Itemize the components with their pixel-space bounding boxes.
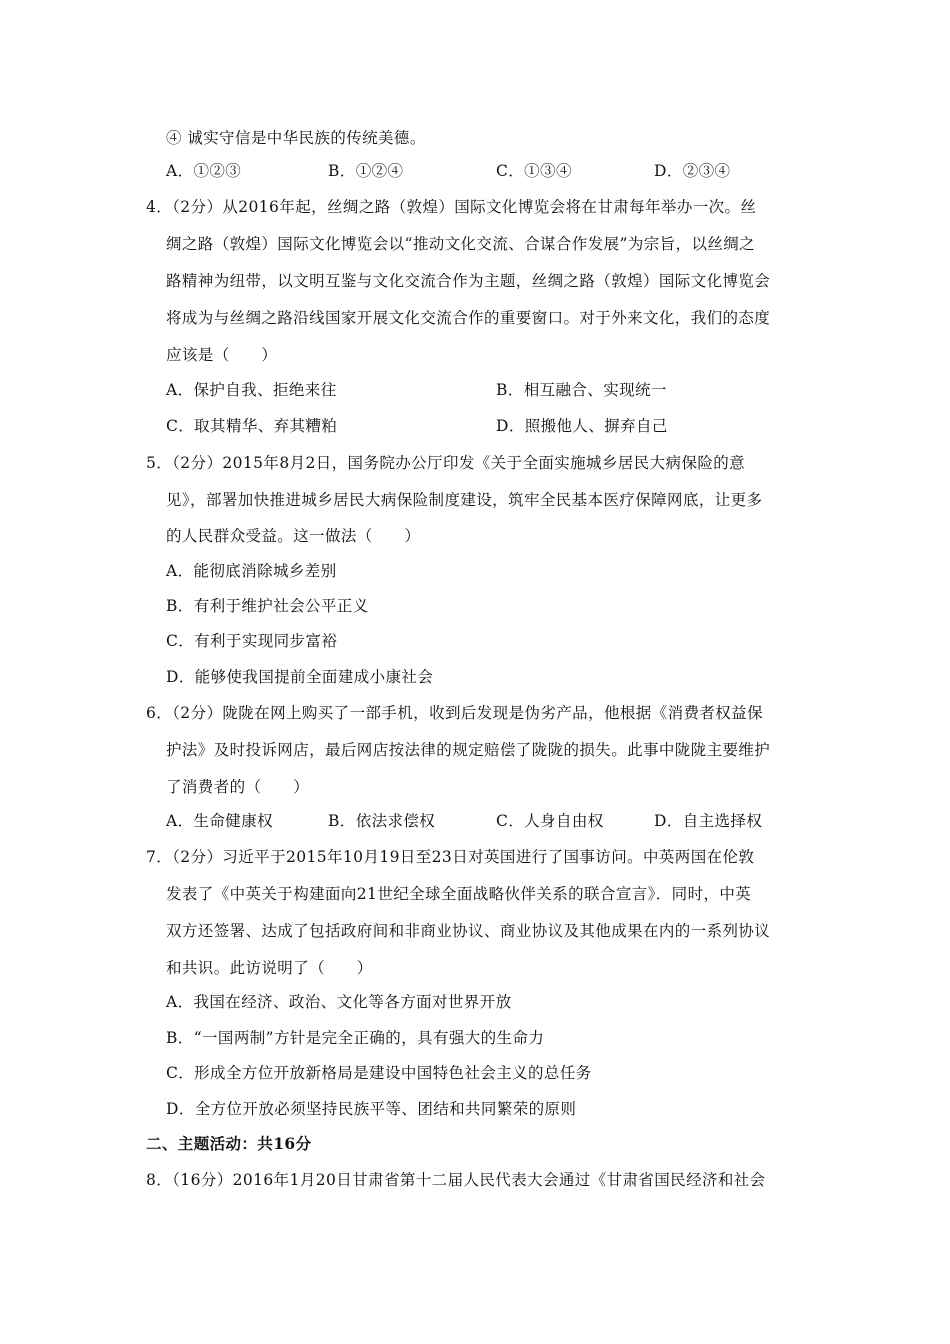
q4-option-d: D．照搬他人、摒弃自己 <box>496 417 668 435</box>
q4-stem-line-2: 绸之路（敦煌）国际文化博览会以“推动文化交流、合谋合作发展”为宗旨，以丝绸之 <box>166 235 756 253</box>
q3-option-c: C．①③④ <box>496 162 572 180</box>
q7-stem-line-3: 双方还签署、达成了包括政府间和非商业协议、商业协议及其他成果在内的一系列协议 <box>166 922 771 940</box>
q4-option-b: B．相互融合、实现统一 <box>496 381 667 399</box>
q5-stem-line-2: 见》，部署加快推进城乡居民大病保险制度建设，筑牢全民基本医疗保障网底，让更多 <box>166 491 763 509</box>
q6-stem-line-1: 6．（2分）陇陇在网上购买了一部手机，收到后发现是伪劣产品，他根据《消费者权益保 <box>146 704 763 722</box>
q7-option-a: A．我国在经济、政治、文化等各方面对世界开放 <box>166 993 512 1011</box>
q7-option-b: B．“一国两制”方针是完全正确的，具有强大的生命力 <box>166 1029 545 1047</box>
q4-stem-line-1: 4．（2分）从2016年起，丝绸之路（敦煌）国际文化博览会将在甘肃每年举办一次。丝 <box>146 198 757 216</box>
q7-stem-line-1: 7．（2分）习近平于2015年10月19日至23日对英国进行了国事访问。中英两国在伦敦 <box>146 848 755 866</box>
q7-option-c: C．形成全方位开放新格局是建设中国特色社会主义的总任务 <box>166 1064 592 1082</box>
q5-stem-line-1: 5．（2分）2015年8月2日，国务院办公厅印发《关于全面实施城乡居民大病保险的意 <box>146 454 746 472</box>
q3-option-a: A．①②③ <box>166 162 242 180</box>
q6-stem-line-2: 护法》及时投诉网店，最后网店按法律的规定赔偿了陇陇的损失。此事中陇陇主要维护 <box>166 741 771 759</box>
q7-stem-line-4: 和共识。此访说明了（ ） <box>166 959 373 977</box>
q8-stem-line-1: 8．（16分）2016年1月20日甘肃省第十二届人民代表大会通过《甘肃省国民经济和社会 <box>146 1171 766 1189</box>
q6-option-c: C．人身自由权 <box>496 812 604 830</box>
q3-option-d: D．②③④ <box>654 162 731 180</box>
q4-stem-line-3: 路精神为纽带，以文明互鉴与文化交流合作为主题，丝绸之路（敦煌）国际文化博览会 <box>166 272 771 290</box>
q4-option-c: C．取其精华、弃其糟粕 <box>166 417 338 435</box>
q4-stem-line-4: 将成为与丝绸之路沿线国家开展文化交流合作的重要窗口。对于外来文化，我们的态度 <box>166 309 771 327</box>
q3-item-4: ④ 诚实守信是中华民族的传统美德。 <box>166 129 426 147</box>
q5-option-b: B．有利于维护社会公平正义 <box>166 597 369 615</box>
q6-option-b: B．依法求偿权 <box>328 812 436 830</box>
q6-option-d: D．自主选择权 <box>654 812 763 830</box>
q6-option-a: A．生命健康权 <box>166 812 273 830</box>
q4-stem-line-5: 应该是（ ） <box>166 346 278 364</box>
q5-option-a: A．能彻底消除城乡差别 <box>166 562 337 580</box>
q4-option-a: A．保护自我、拒绝来往 <box>166 381 337 399</box>
q7-stem-line-2: 发表了《中英关于构建面向21世纪全球全面战略伙伴关系的联合宣言》．同时，中英 <box>166 885 752 903</box>
q5-option-c: C．有利于实现同步富裕 <box>166 632 338 650</box>
q5-stem-line-3: 的人民群众受益。这一做法（ ） <box>166 527 421 545</box>
q7-option-d: D．全方位开放必须坚持民族平等、团结和共同繁荣的原则 <box>166 1100 577 1118</box>
section-title: 二、主题活动：共16分 <box>146 1134 312 1153</box>
q5-option-d: D．能够使我国提前全面建成小康社会 <box>166 668 434 686</box>
q3-option-b: B．①②④ <box>328 162 404 180</box>
q6-stem-line-3: 了消费者的（ ） <box>166 778 310 796</box>
